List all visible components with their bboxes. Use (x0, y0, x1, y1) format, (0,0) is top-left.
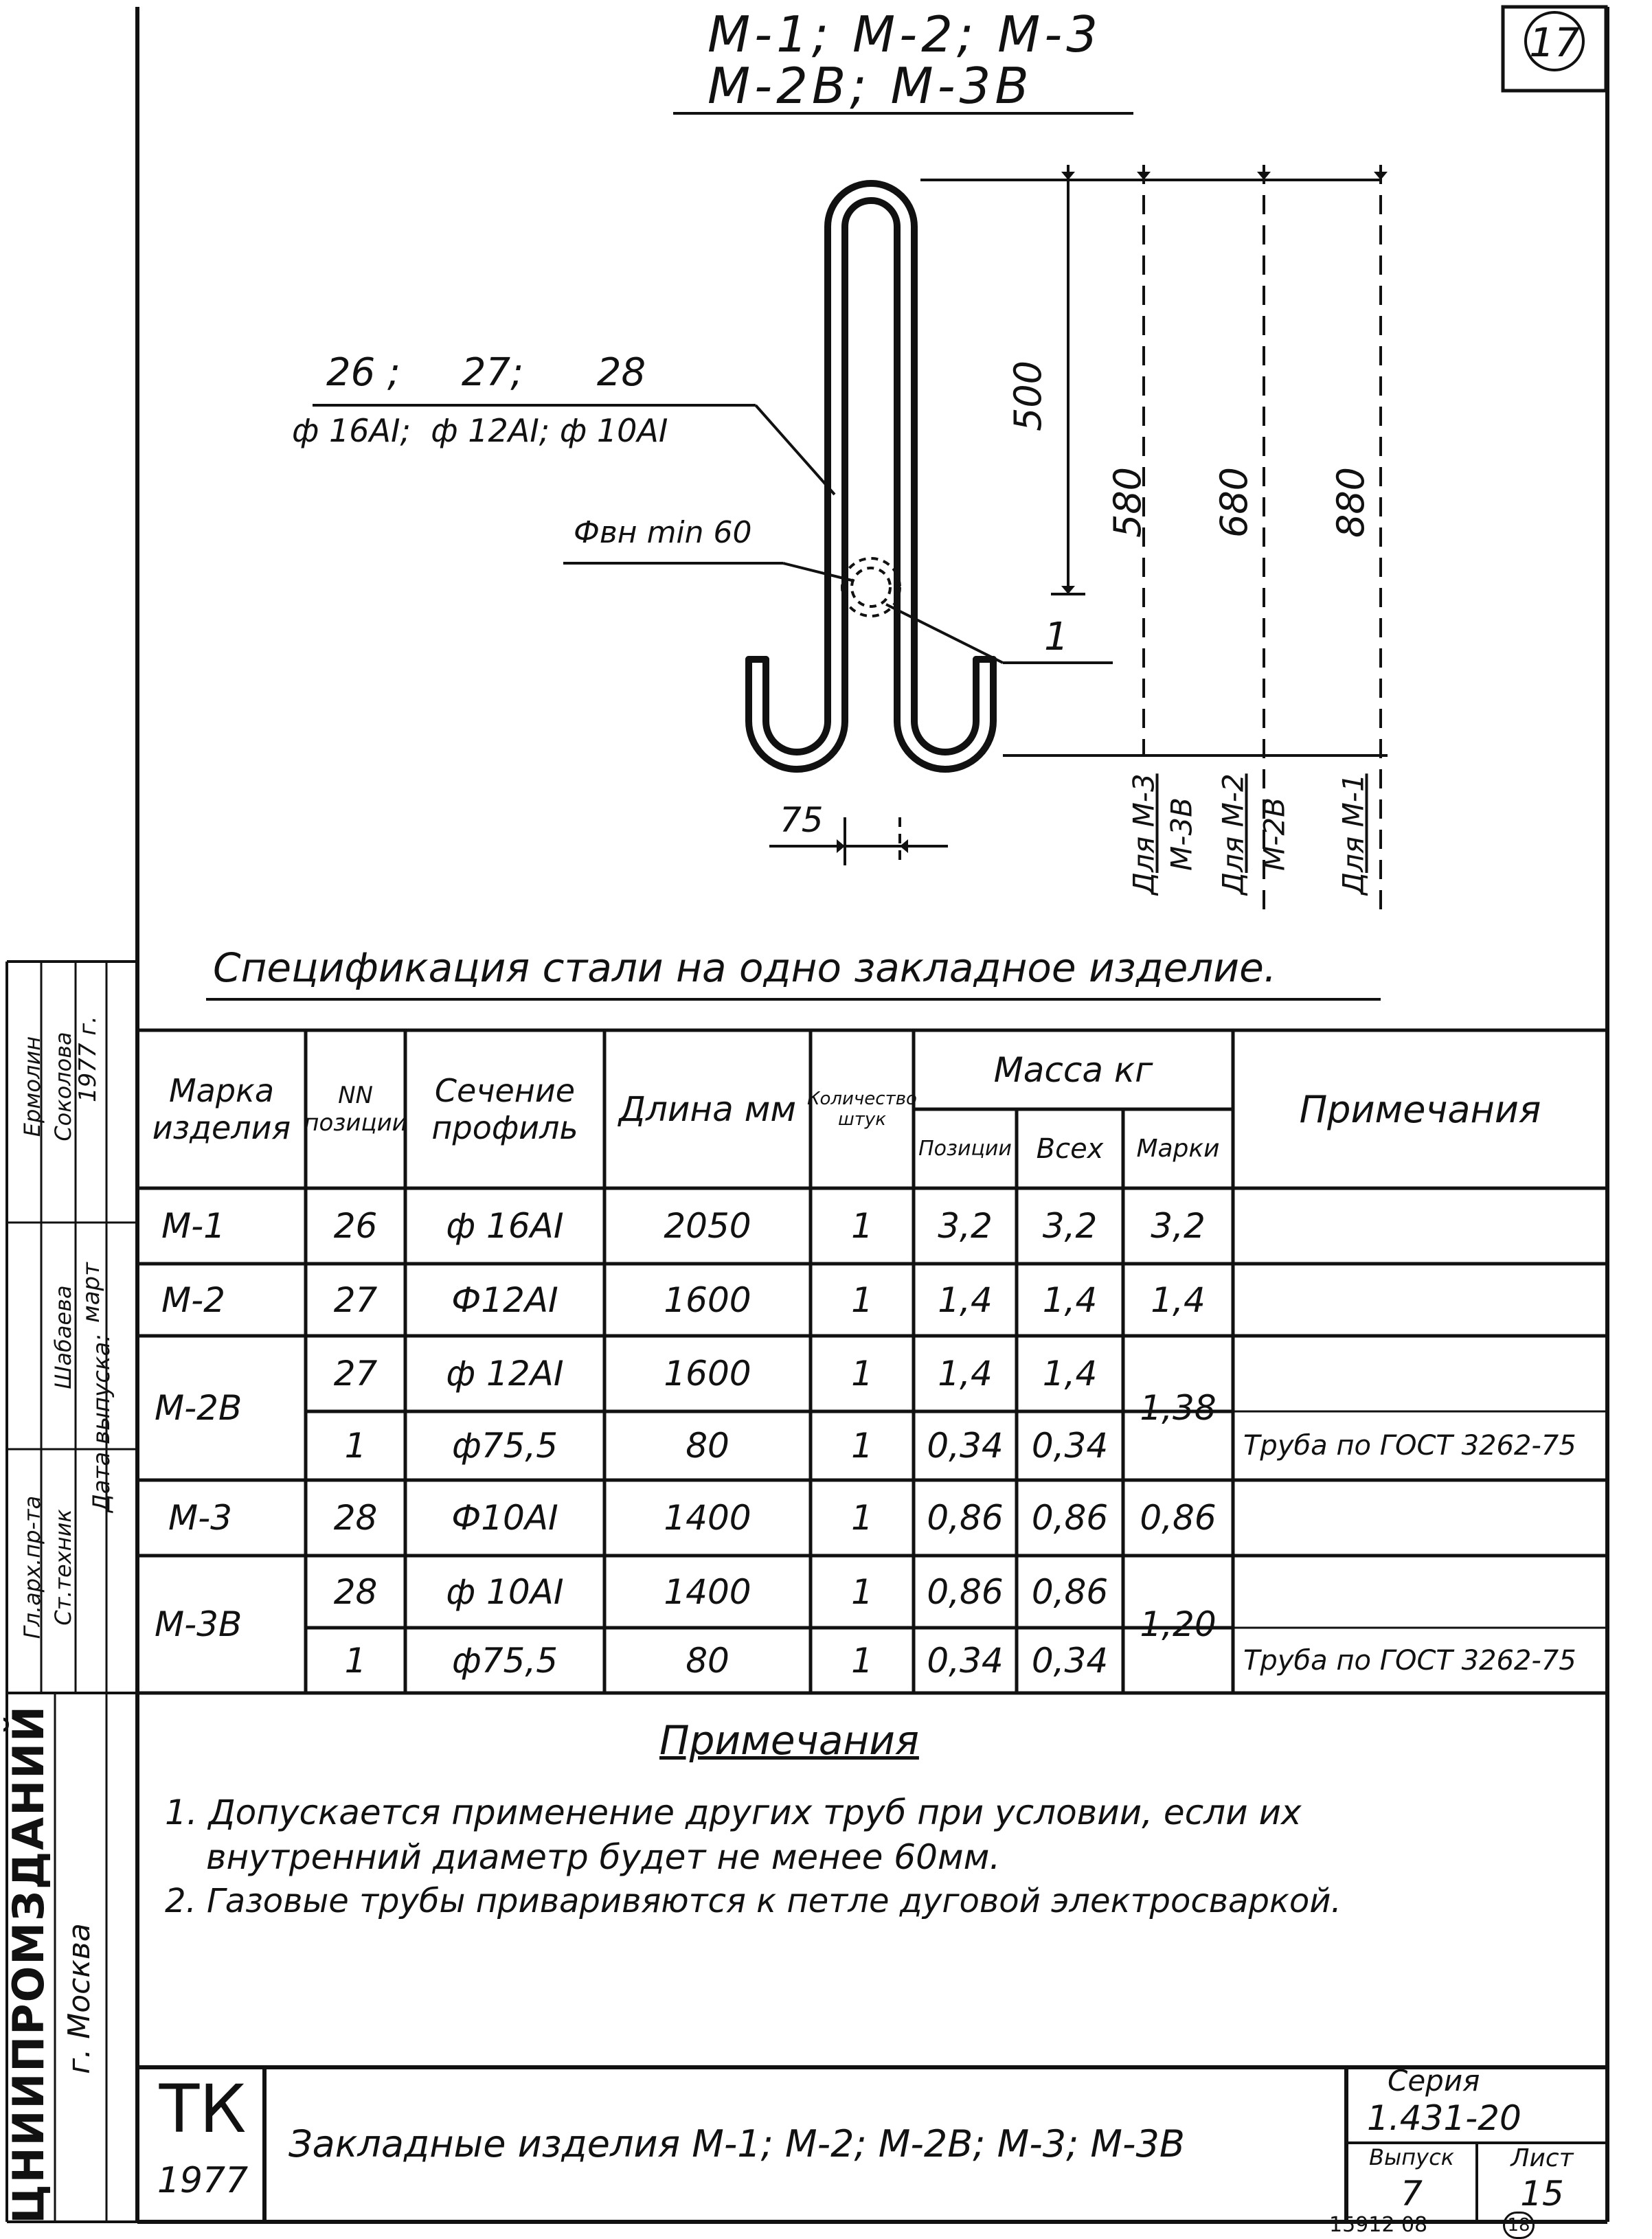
r3-sec: ф 12АI (446, 1354, 564, 1394)
r3-qty: 1 (851, 1354, 873, 1394)
for-m1-label: Для М-1 (1336, 773, 1370, 895)
side-role-chief: Гл.арх.пр-та (19, 1495, 45, 1639)
r4-sec: Ф10АI (451, 1498, 558, 1538)
dim-680: 680 (1212, 466, 1256, 538)
r1-pos: 26 (333, 1206, 378, 1246)
dim-500: 500 (1006, 360, 1050, 432)
r1-mark: М-1 (161, 1206, 225, 1246)
for-m2v-label: М-2В (1257, 797, 1291, 871)
position-numbers: 26 ; 27; 28 (326, 350, 646, 395)
r3-sec2: ф75,5 (451, 1426, 558, 1466)
tb-tk: ТК (159, 2071, 247, 2148)
th-mass-mark: Марки (1136, 1135, 1220, 1163)
side-name-ermolin: Ермолин (19, 1036, 45, 1137)
r5-mark: М-3В (155, 1604, 242, 1644)
r3-mass-mark: 1,38 (1140, 1388, 1217, 1428)
th-pos: NN позиции (304, 1082, 407, 1137)
note-2: 2. Газовые трубы приваривяются к петле дуговой электросваркой. (165, 1882, 1342, 1920)
r2-sec: Ф12АI (451, 1280, 558, 1320)
r3-mass-all: 1,4 (1042, 1354, 1098, 1394)
tb-issue: 7 (1401, 2174, 1423, 2214)
r1-sec: ф 16АI (446, 1206, 564, 1246)
tb-issue-label: Выпуск (1369, 2144, 1454, 2170)
tb-title: Закладные изделия М-1; М-2; М-2В; М-3; М-3В (288, 2122, 1185, 2166)
r5-sec: ф 10АI (446, 1571, 564, 1612)
r3-mark: М-2В (155, 1388, 242, 1428)
th-section: Сечение профиль (431, 1072, 578, 1146)
for-m3-label: Для М-3 (1127, 773, 1161, 895)
r4-mass-mark: 0,86 (1140, 1498, 1217, 1538)
notes-heading: Примечания (659, 1717, 919, 1764)
r1-len: 2050 (664, 1206, 751, 1246)
r5-pos2: 1 (344, 1640, 367, 1681)
r3-pos2: 1 (344, 1426, 367, 1466)
tb-sheet-label: Лист (1510, 2144, 1574, 2172)
r5-mass-pos: 0,86 (927, 1571, 1004, 1612)
r3-len2: 80 (686, 1426, 729, 1466)
r5-mass-mark: 1,20 (1140, 1604, 1217, 1644)
dim-880: 880 (1329, 466, 1373, 538)
bar-diameters: ф 16АI; ф 12АI; ф 10АI (292, 412, 668, 449)
th-mass-pos: Позиции (918, 1137, 1012, 1161)
r4-qty: 1 (851, 1498, 873, 1538)
r3-mass-all2: 0,34 (1031, 1426, 1109, 1466)
r5-mass-all: 0,86 (1031, 1571, 1109, 1612)
r5-qty2: 1 (851, 1640, 873, 1681)
r2-mark: М-2 (161, 1280, 225, 1320)
r4-mass-all: 0,86 (1031, 1498, 1109, 1538)
r2-len: 1600 (664, 1280, 751, 1320)
pipe-callout: Фвн min 60 (574, 515, 752, 550)
r5-note2: Труба по ГОСТ 3262-75 (1243, 1644, 1576, 1677)
r3-len: 1600 (664, 1354, 751, 1394)
tb-year: 1977 (157, 2160, 249, 2201)
r5-sec2: ф75,5 (451, 1640, 558, 1681)
r4-pos: 28 (333, 1498, 378, 1538)
r5-len2: 80 (686, 1640, 729, 1681)
spec-title: Спецификация стали на одно закладное изделие. (213, 944, 1277, 991)
r1-qty: 1 (851, 1206, 873, 1246)
r3-pos: 27 (333, 1354, 378, 1394)
r5-mass-pos2: 0,34 (927, 1640, 1004, 1681)
side-year: 1977 г. (74, 1016, 102, 1103)
r5-mass-all2: 0,34 (1031, 1640, 1109, 1681)
side-name-shabaeva: Шабаева (50, 1285, 76, 1389)
r5-pos: 28 (333, 1571, 378, 1612)
th-mass-all: Всех (1036, 1133, 1104, 1165)
r2-pos: 27 (333, 1280, 378, 1320)
r3-qty2: 1 (851, 1426, 873, 1466)
side-city: г. Москва (62, 1923, 97, 2074)
r2-mass-pos: 1,4 (938, 1280, 993, 1320)
r4-mark: М-3 (168, 1498, 232, 1538)
r2-mass-mark: 1,4 (1151, 1280, 1206, 1320)
note-1b: внутренний диаметр будет не менее 60мм. (206, 1837, 1001, 1877)
r2-mass-all: 1,4 (1042, 1280, 1098, 1320)
side-role-tech: Ст.техник (50, 1509, 76, 1626)
pipe-position-label: 1 (1044, 615, 1069, 659)
footer-code: 15912 08 (1329, 2213, 1428, 2237)
th-qty: Количество штук (807, 1089, 917, 1130)
r3-mass-pos2: 0,34 (927, 1426, 1004, 1466)
title-top-line2: М-2В; М-3В (708, 57, 1033, 115)
footer-page: 18 (1503, 2212, 1535, 2239)
r1-mass-pos: 3,2 (938, 1206, 993, 1246)
r1-mass-mark: 3,2 (1151, 1206, 1206, 1246)
r4-len: 1400 (664, 1498, 751, 1538)
note-1a: 1. Допускается применение других труб при условии, если их (165, 1793, 1302, 1832)
tb-series: 1.431-20 (1367, 2098, 1521, 2138)
r5-qty: 1 (851, 1571, 873, 1612)
side-name-sokolova: Соколова (50, 1032, 76, 1141)
dim-580: 580 (1106, 466, 1150, 538)
sheet-number: 17 (1529, 19, 1580, 66)
r4-mass-pos: 0,86 (927, 1498, 1004, 1538)
dim-75: 75 (780, 800, 824, 840)
r1-mass-all: 3,2 (1042, 1206, 1098, 1246)
for-m3v-label: М-3В (1164, 797, 1199, 871)
th-notes: Примечания (1299, 1087, 1541, 1131)
side-release-month: март (78, 1262, 105, 1323)
r3-mass-pos: 1,4 (938, 1354, 993, 1394)
r3-note2: Труба по ГОСТ 3262-75 (1243, 1430, 1576, 1462)
side-org-stamp: ЦНИИПРОМЗДАНИЙ (3, 1705, 54, 2224)
side-release-date-label: Дата выпуска: (88, 1334, 115, 1512)
tb-series-label: Серия (1388, 2064, 1480, 2098)
r2-qty: 1 (851, 1280, 873, 1320)
r5-len: 1400 (664, 1571, 751, 1612)
for-m2-label: Для М-2 (1216, 773, 1250, 895)
tb-sheet: 15 (1520, 2174, 1564, 2214)
title-top-line1: М-1; М-2; М-3 (708, 5, 1102, 63)
th-length: Длина мм (618, 1089, 797, 1129)
th-mass: Масса кг (993, 1049, 1153, 1090)
th-mark: Марка изделия (152, 1072, 291, 1146)
